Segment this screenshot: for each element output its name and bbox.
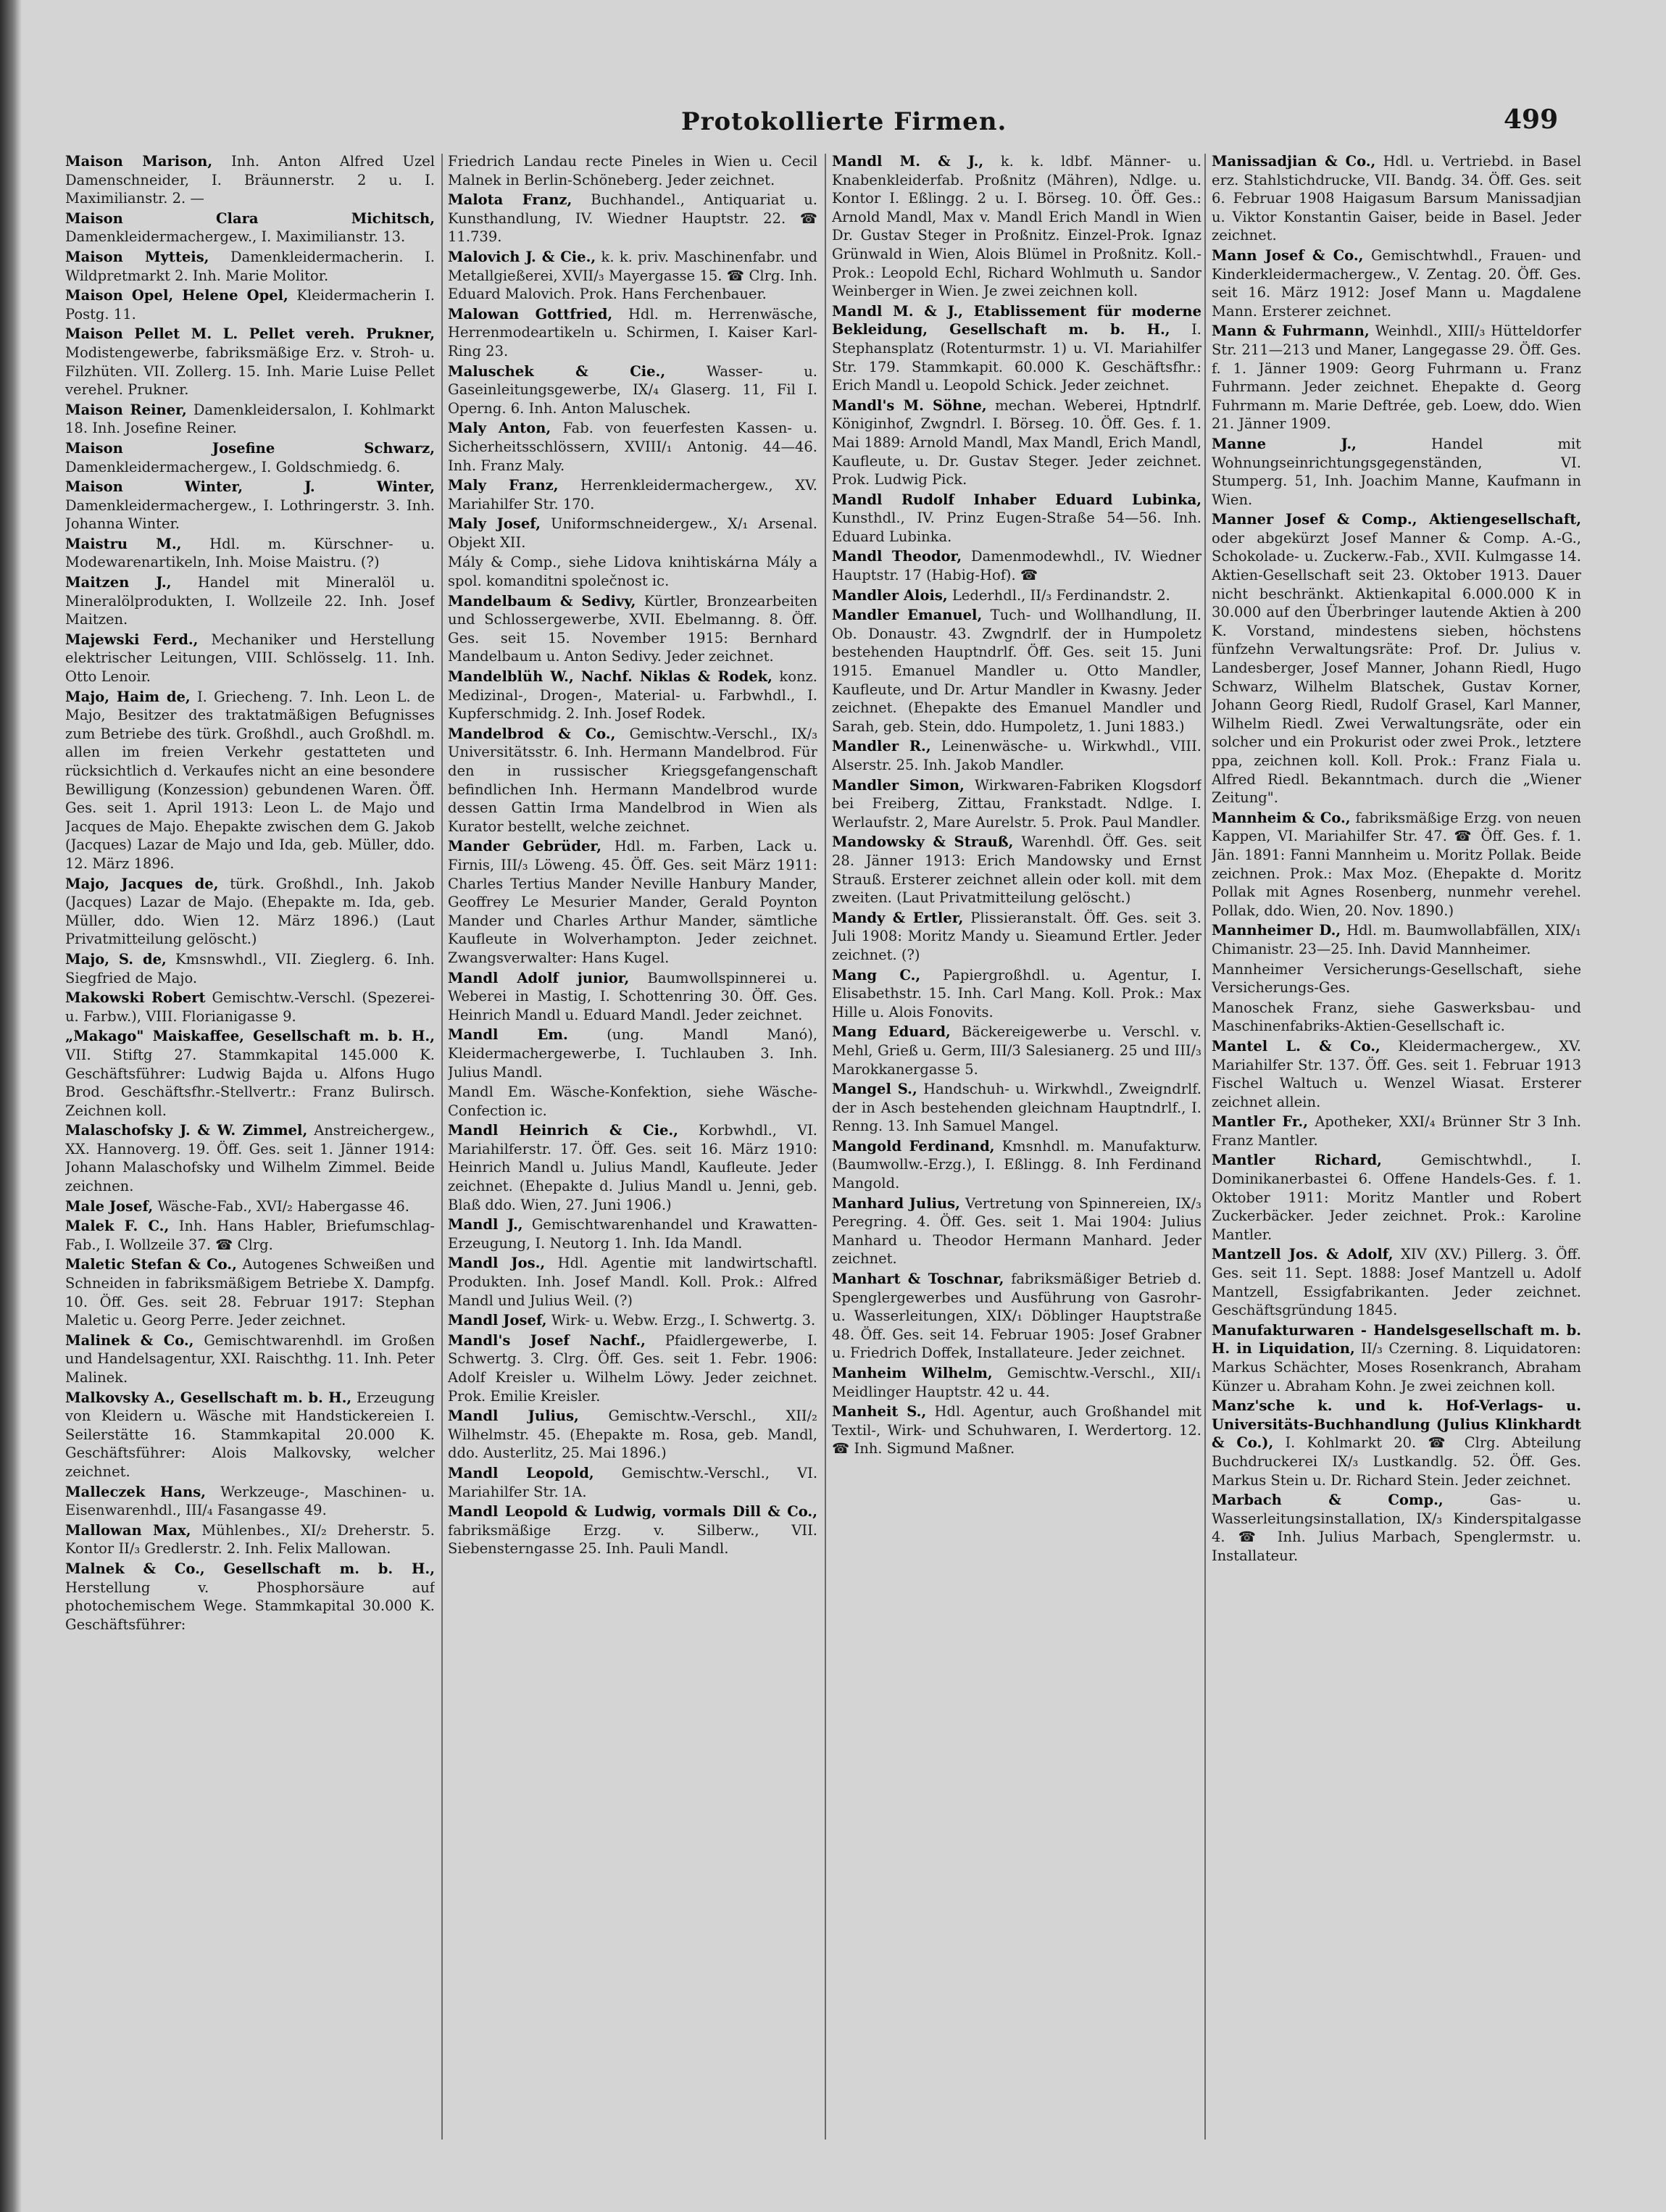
firm-description: k. k. priv. Maschinenfabr. und Metallgießerei, XVII/₃ Mayergasse 15. ☎ Clrg. Inh. Eduard Malovich. Prok. Hans Ferchenbauer. — [448, 248, 817, 303]
firm-description: Handschuh- u. Wirkwhdl., Zweigndrlf. der in Asch bestehenden gleichnam Hauptndrlf., I. Renng. 13. Inh Samuel Mangel. — [832, 1081, 1201, 1135]
firm-description: mechan. Weberei, Hptndrlf. Königinhof, Zwgndrl. I. Börseg. 10. Öff. Ges. f. 1. Mai 1889: Arnold Mandl, Max Mandl, Erich Mandl, Kaufleute, u. Dr. Gustav Steger. Jeder zeichnet. Prok. Ludwig Pick. — [832, 396, 1201, 488]
firm-name: Mandl M. & J., Etablissement für moderne Bekleidung, Gesellschaft m. b. H., — [832, 302, 1201, 338]
firm-name: Manhard Julius, — [832, 1194, 960, 1212]
directory-entry — [448, 305, 817, 361]
firm-name: Mang Eduard, — [832, 1023, 951, 1041]
directory-entry — [65, 875, 435, 949]
directory-entry — [448, 1331, 817, 1405]
firm-description: Damenmodewhdl., IV. Wiedner Hauptstr. 17 (Habig-Hof). ☎ — [832, 548, 1201, 584]
firm-description: Hdl. m. Farben, Lack u. Firnis, III/₃ Löweng. 45. Öff. Ges. seit März 1911: Charles Tertius Mander Neville Hanbury Mander, Geoffrey Le Mesurier Mander, Gerald Poynton Mander und Charles Arthur Mander, sämtliche Kaufleute in Wolverhampton. Jeder zeichnet. Zwangsverwalter: Hans Kugel. — [448, 838, 817, 966]
firm-name: Majewski Ferd., — [65, 631, 199, 648]
directory-entry — [65, 401, 435, 438]
directory-entry — [1212, 960, 1581, 997]
firm-description: Herstellung v. Phosphorsäure auf photochemischem Wege. Stammkapital 30.000 K. Geschäftsführer: — [65, 1579, 435, 1633]
directory-entry — [448, 515, 817, 552]
firm-description: I. Stephansplatz (Rotenturmstr. 1) u. VI. Mariahilfer Str. 179. Stammkapit. 60.000 K. Geschäftsfhr.: Erich Mandl u. Leopold Schick. Jeder zeichnet. — [832, 321, 1201, 394]
directory-entry — [1212, 435, 1581, 509]
directory-entry — [832, 586, 1201, 605]
firm-description: Kürtler, Bronzearbeiten und Schlossergewerbe, XVII. Ebelmanng. 8. Öff. Ges. seit 15. November 1915: Bernhard Mandelbaum u. Anton Sedivy. Jeder zeichnet. — [448, 592, 817, 665]
directory-entry — [65, 286, 435, 323]
firm-name: Maison Clara Michitsch, — [65, 209, 435, 227]
firm-name: Mandelbaum & Sedivy, — [448, 592, 636, 610]
firm-name: Mandl Em. — [448, 1026, 568, 1044]
firm-description: Hdl. u. Vertriebd. in Basel erz. Stahlstichdrucke, VII. Bandg. 34. Öff. Ges. seit 6. Februar 1908 Haigasum Barsum Manissadjian u. Viktor Konstantin Gaiser, beide in Basel. Jeder zeichnet. — [1212, 153, 1581, 244]
directory-entry — [448, 419, 817, 475]
firm-description: Gemischtwarenhdl. im Großen und Handelsagentur, XXI. Raischthg. 11. Inh. Peter Malinek. — [65, 1331, 435, 1386]
directory-entry — [65, 1483, 435, 1520]
directory-entry — [832, 1402, 1201, 1458]
directory-entry — [448, 1464, 817, 1501]
firm-description: Gas- u. Wasserleitungsinstallation, IX/₃ Kinderspitalgasse 4. ☎ Inh. Julius Marbach, Spenglermstr. u. Installateur. — [1212, 1492, 1581, 1564]
firm-description: Manoschek Franz, siehe Gaswerksbau- und Maschinenfabriks-Aktien-Gesellschaft ic. — [1212, 999, 1581, 1035]
firm-description: Lederhdl., II/₃ Ferdinandstr. 2. — [951, 586, 1170, 604]
firm-description: konz. Medizinal-, Drogen-, Material- u. Farbwhdl., I. Kupferschmidg. 2. Inh. Josef Rodek. — [448, 668, 817, 723]
directory-entry — [448, 476, 817, 513]
firm-description: Gemischtwhdl., I. Dominikanerbastei 6. Offene Handels-Ges. f. 1. Oktober 1911: Moritz Mantler und Robert Zuckerbäcker. Jeder zeichnet. Prok.: Karoline Mantler. — [1212, 1152, 1581, 1243]
firm-name: Manz'sche k. und k. Hof-Verlags- u. Universitäts-Buchhandlung (Julius Klinkhardt & Co.), — [1212, 1397, 1581, 1452]
firm-name: Mann & Fuhrmann, — [1212, 323, 1370, 340]
firm-name: Maitzen J., — [65, 574, 172, 591]
firm-name: Maison Opel, Helene Opel, — [65, 287, 288, 304]
firm-description: Vertretung von Spinnereien, IX/₃ Peregring. 4. Öff. Ges. seit 1. Mai 1904: Julius Manhard u. Theodor Hermann Manhard. Jeder zeichnet. — [832, 1194, 1201, 1268]
directory-entry — [448, 837, 817, 967]
firm-description: Gemischtw.-Verschl., XII/₂ Wilhelmstr. 45. (Ehepakte m. Rosa, geb. Mandl, ddo. Austerlitz, 25. Mai 1896.) — [448, 1408, 817, 1462]
firm-name: Mandl Leopold & Ludwig, vormals Dill & Co., — [448, 1503, 817, 1521]
firm-name: Maison Mytteis, — [65, 248, 209, 265]
firm-name: Maly Josef, — [448, 515, 541, 533]
firm-description: Bäckereigewerbe u. Verschl. v. Mehl, Grieß u. Germ, III/3 Salesianerg. 25 und III/₃ Marokkanergasse 5. — [832, 1023, 1201, 1078]
firm-description: Warenhdl. Öff. Ges. seit 28. Jänner 1913: Erich Mandowsky und Ernst Strauß. Ersterer zeichnet allein oder koll. mit dem zweiten. (Laut Privatmitteilung gelöscht.) — [832, 833, 1201, 907]
firm-description: Kmsnswhdl., VII. Zieglerg. 6. Inh. Siegfried de Majo. — [65, 950, 435, 986]
firm-name: Maison Josefine Schwarz, — [65, 439, 435, 457]
directory-column-1 — [65, 152, 435, 2153]
firm-description: Modistengewerbe, fabriksmäßige Erz. v. Stroh- u. Filzhüten. VII. Zollerg. 15. Inh. Marie Luise Pellet verehel. Prukner. — [65, 344, 435, 399]
directory-entry — [65, 1331, 435, 1387]
firm-description: Damenkleidermachergew., I. Lothringerstr. 3. Inh. Johanna Winter. — [65, 496, 435, 533]
firm-name: Manheim Wilhelm, — [832, 1365, 993, 1381]
firm-description: Buchhandel., Antiquariat u. Kunsthandlung, IV. Wiedner Hauptstr. 22. ☎ 11.739. — [448, 191, 817, 246]
firm-name: Maison Winter, J. Winter, — [65, 478, 435, 496]
directory-entry — [1212, 921, 1581, 958]
firm-description: Wirkwaren-Fabriken Klogsdorf bei Freiberg, Zittau, Frankstadt. Ndlge. I. Werlaufstr. 2, Mare Aurelstr. 5. Prok. Paul Mandler. — [832, 776, 1201, 831]
firm-name: Marbach & Comp., — [1212, 1492, 1444, 1509]
directory-entry — [1212, 1321, 1581, 1395]
firm-name: Malowan Gottfried, — [448, 305, 613, 323]
directory-entry — [448, 152, 817, 189]
directory-entry — [1212, 1245, 1581, 1319]
directory-entry — [65, 1197, 435, 1216]
firm-description: Kunsthdl., IV. Prinz Eugen-Straße 54—56. Inh. Eduard Lubinka. — [832, 510, 1201, 545]
column-divider — [825, 154, 826, 2140]
directory-entry — [448, 248, 817, 304]
firm-name: Mandler Simon, — [832, 776, 965, 794]
firm-description: Erzeugung von Kleidern u. Wäsche mit Handstickereien I. Seilerstätte 16. Stammkapital 20.000 K. Geschäftsführer: Alois Malkovsky, welcher zeichnet. — [65, 1389, 435, 1480]
firm-description: Weinhdl., XIII/₃ Hütteldorfer Str. 211—213 und Maner, Langegasse 29. Öff. Ges. f. 1. Jänner 1909: Georg Fuhrmann u. Franz Fuhrmann. Jeder zeichnet. Ehepakte d. Georg Fuhrmann m. Marie Deftrée, geb. Loew, ddo. Wien 21. Jänner 1909. — [1212, 323, 1581, 433]
firm-description: oder abgekürzt Josef Manner & Comp. A.-G., Schokolade- u. Zuckerw.-Fab., XVII. Kulmgasse 14. Aktien-Gesellschaft seit 23. Oktober 1913. Dauer nicht beschränkt. Aktienkapital 6.000.000 K in 30.000 auf den Überbringer lautende Aktien à 200 K. Vorstand, mindestens sieben, höchstens fünfzehn Verwaltungsräte: Prof. Dr. Julius v. Landesberger, Josef Manner, Johann Riedl, Hugo Schwarz, Wilhelm Blatschek, Gustav Korner, Johann Georg Riedl, Rudolf Grasel, Karl Manner, Wilhelm Riedl. Zwei Verwaltungsräte, oder ein solcher und ein Prokurist oder zwei Prok., letztere ppa, zeichnen koll. Koll. Prok.: Franz Fiala u. Alfred Riedl. Bekanntmach. durch die „Wiener Zeitung". — [1212, 529, 1581, 807]
firm-name: Majo, S. de, — [65, 950, 167, 968]
directory-column-2 — [448, 152, 817, 2153]
firm-description: Mechaniker und Herstellung elektrischer Leitungen, VIII. Schlösselg. 11. Inh. Otto Lenoir. — [65, 631, 435, 686]
firm-name: Mangold Ferdinand, — [832, 1137, 995, 1155]
directory-entry — [832, 1137, 1201, 1193]
directory-entry — [448, 1407, 817, 1463]
directory-entry — [832, 1023, 1201, 1078]
firm-name: Majo, Haim de, — [65, 688, 191, 705]
directory-entry — [448, 592, 817, 666]
firm-name: Mandl Leopold, — [448, 1464, 594, 1481]
directory-entry — [65, 535, 435, 572]
firm-description: Plissieranstalt. Öff. Ges. seit 3. Juli 1908: Moritz Mandy u. Sieamund Ertler. Jeder zeichnet. (?) — [832, 909, 1201, 963]
firm-description: Friedrich Landau recte Pineles in Wien u. Cecil Malnek in Berlin-Schöneberg. Jeder zeichnet. — [448, 153, 817, 188]
directory-entry — [448, 1215, 817, 1252]
firm-name: Mandl Julius, — [448, 1408, 579, 1425]
firm-name: Malinek & Co., — [65, 1331, 194, 1349]
firm-name: Mandler Alois, — [832, 586, 948, 604]
directory-entry — [448, 191, 817, 246]
firm-name: Mander Gebrüder, — [448, 838, 602, 855]
firm-name: Malota Franz, — [448, 191, 572, 209]
firm-description: Inh. Anton Alfred Uzel Damenschneider, I. Bräunnerstr. 2 u. I. Maximilianstr. 2. — — [65, 153, 435, 207]
firm-description: Hdl. m. Baumwollabfällen, XIX/₁ Chimanistr. 23—25. Inh. David Mannheimer. — [1212, 922, 1581, 957]
directory-entry — [832, 833, 1201, 907]
firm-name: Manissadjian & Co., — [1212, 153, 1376, 170]
firm-description: Damenkleidermachergew., I. Goldschmiedg. 6. — [65, 458, 401, 475]
directory-entry — [65, 439, 435, 476]
firm-description: Papiergroßhdl. u. Agentur, I. Elisabethstr. 15. Inh. Carl Mang. Koll. Prok.: Max Hille u. Alois Fonovits. — [832, 966, 1201, 1020]
directory-entry — [65, 1521, 435, 1558]
firm-description: II/₃ Czerning. 8. Liquidatoren: Markus Schächter, Moses Rosenkranch, Abraham Künzer u. Abraham Kohn. Je zwei zeichnen koll. — [1212, 1340, 1581, 1394]
firm-name: Mandelbrod & Co., — [448, 725, 616, 742]
column-divider — [441, 154, 443, 2140]
firm-description: Hdl. Agentie mit landwirtschaftl. Produkten. Inh. Josef Mandl. Koll. Prok.: Alfred Mandl und Julius Weil. (?) — [448, 1255, 817, 1309]
directory-column-4 — [1212, 152, 1581, 2153]
directory-entry — [448, 1311, 817, 1330]
directory-entry — [448, 1254, 817, 1310]
page-title: Protokollierte Firmen. — [681, 107, 1007, 136]
directory-entry — [1212, 1491, 1581, 1565]
column-divider — [1204, 154, 1206, 2140]
firm-description: Werkzeuge-, Maschinen- u. Eisenwarenhdl., III/₄ Fasangasse 49. — [65, 1483, 435, 1519]
firm-description: Kleidermacherin I. Postg. 11. — [65, 287, 435, 323]
firm-name: Mandl's Josef Nachf., — [448, 1331, 646, 1349]
directory-entry — [448, 1083, 817, 1120]
firm-description: Wirk- u. Webw. Erzg., I. Schwertg. 3. — [551, 1312, 816, 1329]
directory-entry — [65, 1121, 435, 1195]
firm-description: Gemischtw.-Verschl., XII/₁ Meidlinger Hauptstr. 42 u. 44. — [832, 1365, 1201, 1400]
firm-name: Manner Josef & Comp., Aktiengesellschaft, — [1212, 511, 1581, 528]
firm-name: Maly Franz, — [448, 477, 559, 494]
directory-entry — [1212, 1151, 1581, 1244]
firm-name: Malaschofsky J. & W. Zimmel, — [65, 1122, 308, 1139]
firm-description: Hdl. m. Herrenwäsche, Herrenmodeartikeln u. Schirmen, I. Kaiser Karl-Ring 23. — [448, 305, 817, 359]
directory-entry — [832, 966, 1201, 1022]
firm-name: Majo, Jacques de, — [65, 875, 219, 892]
firm-description: Leinenwäsche- u. Wirkwhdl., VIII. Alserstr. 25. Inh. Jakob Mandler. — [832, 738, 1201, 773]
firm-name: Mangel S., — [832, 1081, 917, 1098]
firm-description: Uniformschneidergew., X/₁ Arsenal. Objekt XII. — [448, 515, 817, 551]
firm-description: Autogenes Schweißen und Schneiden in fabriksmäßigem Betriebe X. Dampfg. 10. Öff. Ges. seit 28. Februar 1917: Stephan Maletic u. Georg Perre. Jeder zeichnet. — [65, 1256, 435, 1329]
firm-description: fabriksmäßige Erzg. von neuen Kappen, VI. Mariahilfer Str. 47. ☎ Öff. Ges. f. 1. Jän. 1891: Fanni Mannheim u. Moritz Pollak. Beide zeichnen. Prok.: Max Moz. (Ehepakte d. Moritz Pollak mit Agnes Rosenberg, nunmehr verehel. Pollak, ddo. Wien, 20. Nov. 1890.) — [1212, 809, 1581, 919]
firm-name: Makowski Robert — [65, 989, 206, 1007]
firm-name: Mandl Josef, — [448, 1312, 547, 1329]
firm-name: Mandl's M. Söhne, — [832, 396, 987, 414]
firm-description: Mannheimer Versicherungs-Gesellschaft, siehe Versicherungs-Ges. — [1212, 960, 1581, 997]
firm-name: Malkovsky A., Gesellschaft m. b. H., — [65, 1389, 352, 1406]
directory-entry — [448, 668, 817, 723]
firm-name: Mandler R., — [832, 738, 931, 755]
directory-entry — [65, 1027, 435, 1120]
directory-entry — [1212, 1113, 1581, 1149]
firm-name: Mandowsky & Strauß, — [832, 833, 1014, 851]
firm-name: Malleczek Hans, — [65, 1483, 207, 1500]
firm-description: XIV (XV.) Pillerg. 3. Öff. Ges. seit 11. Sept. 1888: Josef Mantzell u. Adolf Mantzell, Essigfabrikanten. Jeder zeichnet. Geschäftsgründung 1845. — [1212, 1246, 1581, 1319]
directory-entry — [65, 1255, 435, 1329]
firm-description: Wäsche-Fab., XVI/₂ Habergasse 46. — [157, 1197, 410, 1215]
directory-entry — [832, 302, 1201, 395]
firm-description: Gemischtwhdl., Frauen- und Kinderkleidermachergew., V. Zentag. 20. Öff. Ges. seit 16. März 1912: Josef Mann u. Magdalene Mann. Ersterer zeichnet. — [1212, 246, 1581, 320]
firm-name: Malek F. C., — [65, 1218, 170, 1235]
directory-entry — [448, 1121, 817, 1214]
firm-name: Mandler Emanuel, — [832, 607, 983, 624]
firm-description: Damenkleidermacherin. I. Wildpretmarkt 2. Inh. Marie Molitor. — [65, 248, 435, 284]
firm-description: Pfaidlergewerbe, I. Schwertg. 3. Clrg. Öff. Ges. seit 1. Febr. 1906: Adolf Kreisler u. Wilhelm Löwy. Jeder zeichnet. Prok. Emilie Kreisler. — [448, 1331, 817, 1405]
firm-name: Manne J., — [1212, 435, 1357, 452]
firm-description: Apotheker, XXI/₄ Brünner Str 3 Inh. Franz Mantler. — [1212, 1113, 1581, 1149]
firm-description: türk. Großhdl., Inh. Jakob (Jacques) Lazar de Majo. (Ehepakte m. Ida, geb. Müller, ddo. Wien 12. März 1896.) (Laut Privatmitteilung gelöscht.) — [65, 875, 435, 948]
directory-entry — [448, 362, 817, 418]
firm-name: Manufakturwaren - Handelsgesellschaft m. b. H. in Liquidation, — [1212, 1321, 1581, 1357]
directory-entry — [65, 248, 435, 285]
firm-name: Mannheim & Co., — [1212, 809, 1351, 826]
directory-entry — [1212, 999, 1581, 1036]
directory-entry — [832, 606, 1201, 736]
directory-entry — [448, 725, 817, 836]
directory-entry — [832, 1270, 1201, 1363]
firm-description: Gemischtw.-Verschl. (Spezerei- u. Farbw.), VIII. Florianigasse 9. — [65, 989, 435, 1025]
firm-name: Malnek & Co., Gesellschaft m. b. H., — [65, 1560, 435, 1577]
firm-name: Mantler Fr., — [1212, 1113, 1308, 1131]
firm-name: Maison Marison, — [65, 153, 213, 170]
directory-entry — [65, 631, 435, 686]
directory-entry — [65, 478, 435, 533]
firm-description: Mály & Comp., siehe Lidova knihtiskárna Mály a spol. komanditni společnost ic. — [448, 554, 817, 590]
directory-entry — [832, 1194, 1201, 1268]
firm-name: Mallowan Max, — [65, 1521, 191, 1539]
directory-entry — [1212, 152, 1581, 245]
firm-description: Inh. Hans Habler, Briefumschlag-Fab., I. Wollzeile 37. ☎ Clrg. — [65, 1218, 435, 1253]
firm-name: Mandl Rudolf Inhaber Eduard Lubinka, — [832, 491, 1201, 508]
firm-name: Maluschek & Cie., — [448, 362, 666, 380]
directory-entry — [1212, 1397, 1581, 1489]
directory-entry — [65, 1389, 435, 1481]
firm-name: Manheit S., — [832, 1403, 927, 1421]
firm-description: Korbwhdl., VI. Mariahilferstr. 17. Öff. Ges. seit 16. März 1910: Heinrich Mandl u. Julius Mandl, Kaufleute. Jeder zeichnet. (Ehepakte d. Julius Mandl u. Jenni, geb. Blaß ddo. Wien, 27. Juni 1906.) — [448, 1122, 817, 1213]
firm-description: Kmsnhdl. m. Manufakturw. (Baumwollw.-Erzg.), I. Eßlingg. 8. Inh Ferdinand Mangold. — [832, 1137, 1201, 1192]
directory-entry — [832, 737, 1201, 774]
firm-name: Mantel L. & Co., — [1212, 1037, 1380, 1055]
directory-entry — [65, 1560, 435, 1634]
directory-entry — [448, 553, 817, 590]
firm-description: Mandl Em. Wäsche-Konfektion, siehe Wäsche-Confection ic. — [448, 1084, 817, 1119]
directory-entry — [832, 1080, 1201, 1136]
directory-entry — [65, 325, 435, 399]
directory-entry — [1212, 246, 1581, 320]
directory-entry — [832, 152, 1201, 301]
firm-name: Maly Anton, — [448, 420, 551, 437]
firm-description: Wasser- u. Gaseinleitungsgewerbe, IX/₄ Glaserg. 11, Fil I. Operng. 6. Inh. Anton Maluschek. — [448, 362, 817, 417]
firm-name: Mantler Richard, — [1212, 1152, 1382, 1169]
directory-entry — [832, 396, 1201, 489]
firm-description: Kleidermachergew., XV. Mariahilfer Str. 137. Öff. Ges. seit 1. Februar 1913 Fischel Waltuch u. Wenzel Wiasat. Ersterer zeichnet allein. — [1212, 1037, 1581, 1110]
directory-entry — [65, 573, 435, 629]
directory-entry — [448, 1026, 817, 1081]
directory-entry — [1212, 322, 1581, 433]
directory-entry — [832, 776, 1201, 832]
page-number: 499 — [1504, 104, 1559, 135]
directory-entry — [448, 969, 817, 1025]
firm-name: Mandelblüh W., Nachf. Niklas & Rodek, — [448, 668, 772, 686]
directory-entry — [832, 1364, 1201, 1401]
firm-name: Mandl Heinrich & Cie., — [448, 1122, 678, 1139]
firm-name: Mandy & Ertler, — [832, 909, 964, 926]
firm-description: VII. Stiftg 27. Stammkapital 145.000 K. Geschäftsführer: Ludwig Bajda u. Alfons Hugo Brod. Geschäftsfhr.-Stellvertr.: Franz Bulirsch. Zeichnen koll. — [65, 1046, 435, 1119]
firm-name: Maison Reiner, — [65, 401, 187, 418]
firm-name: Mannheimer D., — [1212, 922, 1341, 939]
directory-entry — [65, 152, 435, 208]
firm-description: fabriksmäßige Erzg. v. Silberw., VII. Siebensterngasse 25. Inh. Pauli Mandl. — [448, 1521, 817, 1558]
firm-description: Damenkleidersalon, I. Kohlmarkt 18. Inh. Josefine Reiner. — [65, 401, 435, 437]
firm-description: Handel mit Mineralöl u. Mineralölprodukten, I. Wollzeile 22. Inh. Josef Maitzen. — [65, 574, 435, 628]
firm-description: Anstreichergew., XX. Hannoverg. 19. Öff. Ges. seit 1. Jänner 1914: Johann Malaschofsky und Wilhelm Zimmel. Beide zeichnen. — [65, 1122, 435, 1195]
firm-description: Herrenkleidermachergew., XV. Mariahilfer Str. 170. — [448, 477, 817, 512]
firm-description: (ung. Mandl Manó), Kleidermachergewerbe, I. Tuchlauben 3. Inh. Julius Mandl. — [448, 1026, 817, 1081]
firm-description: Gemischtw.-Verschl., IX/₃ Universitätsstr. 6. Inh. Hermann Mandelbrod. Für den in russischer Kriegsgefangenschaft befindlichen Inh. Hermann Mandelbrod wurde dessen Gattin Irma Mandelbrod in Wien als Kurator bestellt, welche zeichnet. — [448, 725, 817, 835]
directory-entry — [1212, 510, 1581, 807]
firm-description: Fab. von feuerfesten Kassen- u. Sicherheitsschlössern, XVIII/₁ Antonig. 44—46. Inh. Franz Maly. — [448, 420, 817, 474]
directory-entry — [448, 1502, 817, 1558]
firm-name: Mandl Adolf junior, — [448, 969, 630, 986]
firm-name: Mang C., — [832, 966, 921, 984]
firm-description: Gemischtw.-Verschl., VI. Mariahilfer Str. 1A. — [448, 1464, 817, 1500]
directory-column-3 — [832, 152, 1201, 2153]
firm-name: Mandl Theodor, — [832, 548, 962, 565]
firm-name: Maletic Stefan & Co., — [65, 1256, 237, 1273]
directory-entry — [1212, 809, 1581, 920]
firm-name: Mandl M. & J., — [832, 153, 984, 170]
directory-entry — [832, 491, 1201, 546]
firm-description: Baumwollspinnerei u. Weberei in Mastig, I. Schottenring 30. Öff. Ges. Heinrich Mandl u. Eduard Mandl. Jeder zeichnet. — [448, 969, 817, 1023]
firm-name: Manhart & Toschnar, — [832, 1271, 1004, 1288]
firm-name: Mandl Jos., — [448, 1255, 546, 1272]
firm-name: Mantzell Jos. & Adolf, — [1212, 1246, 1394, 1263]
page-binding-shadow — [0, 0, 22, 2212]
firm-description: Damenkleidermachergew., I. Maximilianstr. 13. — [65, 228, 406, 246]
firm-name: Malovich J. & Cie., — [448, 248, 596, 265]
firm-name: Maistru M., — [65, 535, 182, 552]
directory-entry — [1212, 1037, 1581, 1111]
firm-description: Mühlenbes., XI/₂ Dreherstr. 5. Kontor II/₃ Gredlerstr. 2. Inh. Felix Mallowan. — [65, 1521, 435, 1558]
directory-entry — [65, 209, 435, 246]
directory-entry — [832, 547, 1201, 584]
firm-description: k. k. ldbf. Männer- u. Knabenkleiderfab. Proßnitz (Mähren), Ndlge. u. Kontor I. Eßlingg. 2 u. I. Börseg. 10. Öff. Ges.: Arnold Mandl, Max v. Mandl Erich Mandl in Wien Dr. Gustav Steger in Proßnitz. Einzel-Prok. Ignaz Grünwald in Wien, Alois Blümel in Proßnitz. Koll.-Prok.: Leopold Echl, Richard Wohlmuth u. Sandor Weinberger in Wien. Je zwei zeichnen koll. — [832, 153, 1201, 300]
firm-name: Male Josef, — [65, 1197, 154, 1215]
firm-name: „Makago" Maiskaffee, Gesellschaft m. b. H., — [65, 1028, 435, 1045]
firm-description: Hdl. Agentur, auch Großhandel mit Textil-, Wirk- und Schuhwaren, I. Werdertorg. 12. ☎ Inh. Sigmund Maßner. — [832, 1403, 1201, 1458]
directory-entry — [65, 989, 435, 1026]
directory-entry — [65, 950, 435, 987]
firm-name: Mandl J., — [448, 1216, 523, 1234]
firm-name: Mann Josef & Co., — [1212, 246, 1364, 264]
firm-name: Maison Pellet M. L. Pellet vereh. Prukner, — [65, 325, 435, 343]
firm-description: Gemischtwarenhandel und Krawatten-Erzeugung, I. Neutorg 1. Inh. Ida Mandl. — [448, 1216, 817, 1252]
firm-description: I. Kohlmarkt 20. ☎ Clrg. Abteilung Buchdruckerei IX/₃ Lustkandlg. 52. Öff. Ges. Markus Stein u. Dr. Richard Stein. Jeder zeichnet. — [1212, 1434, 1581, 1489]
directory-entry — [65, 688, 435, 873]
firm-description: Tuch- und Wollhandlung, II. Ob. Donaustr. 43. Zwgndrlf. der in Humpoletz bestehenden Hauptndrlf. Öff. Ges. seit 15. Juni 1915. Emanuel Mandler u. Otto Mandler, Kaufleute, und Dr. Artur Mandler in Kwasny. Jeder zeichnet. (Ehepakte des Emanuel Mandler und Sarah, geb. Stein, ddo. Humpoletz, 1. Juni 1883.) — [832, 607, 1201, 735]
firm-description: I. Griecheng. 7. Inh. Leon L. de Majo, Besitzer des traktatmäßigen Befugnisses zum Betriebe des türk. Großhdl., auch Großhdl. m. allen im freien Verkehr gestatteten und rücksichtlich d. Verkaufes nicht an eine besondere Bewilligung (Konzession) gebundenen Waren. Öff. Ges. seit 1. April 1913: Leon L. de Majo und Jacques de Majo. Ehepakte zwischen dem G. Jakob (Jacques) Lazar de Majo und Ida, geb. Müller, ddo. 12. März 1896. — [65, 688, 435, 872]
directory-entry — [65, 1217, 435, 1254]
firm-description: fabriksmäßiger Betrieb d. Spenglergewerbes und Ausführung von Gasrohr- u. Wasserleitungen, XIX/₁ Döblinger Hauptstraße 48. Öff. Ges. seit 14. Februar 1905: Josef Grabner u. Friedrich Doffek, Installateure. Jeder zeichnet. — [832, 1271, 1201, 1362]
directory-entry — [832, 909, 1201, 965]
firm-description: Handel mit Wohnungseinrichtungsgegenständen, VI. Stumperg. 51, Inh. Joachim Manne, Kaufmann in Wien. — [1212, 435, 1581, 508]
firm-description: Hdl. m. Kürschner- u. Modewarenartikeln, Inh. Moise Maistru. (?) — [65, 535, 435, 571]
